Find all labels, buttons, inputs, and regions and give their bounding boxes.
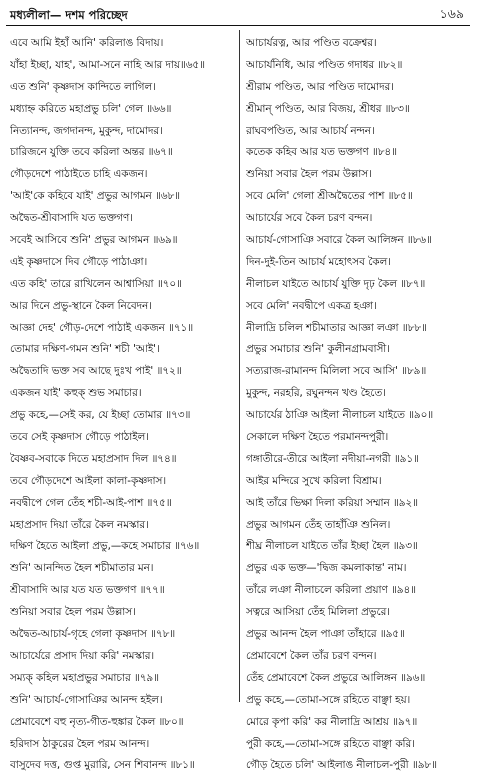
verse-line: মোরে কৃপা করি' কর নীলাদ্রি আশ্রয় ॥৯৭॥ <box>246 715 418 728</box>
verse-line: শুনিয়া সবার হৈল পরম উল্লাস। <box>246 168 372 181</box>
verse-line: আচার্যের ঠাঞি আইলা নীলাচল যাইতে ॥৯০॥ <box>246 409 434 422</box>
verse-line: মধ্যাহ্ন করিতে মহাপ্রভু চলি' গেল ॥৬৬॥ <box>10 102 172 115</box>
verse-line: অদ্বৈতাদি ভক্ত সব আছে দুঃখ পাই' ॥৭২॥ <box>10 365 182 378</box>
verse-line: দক্ষিণ হৈতে আইলা প্রভু,—কহে সমাচার ॥৭৬॥ <box>10 540 200 553</box>
verse-line: আচার্য-গোসাঞি সবারে কৈল আলিঙ্গন ॥৮৬॥ <box>246 234 432 247</box>
verse-line: বৈষ্ণব-সবাকে দিতে মহাপ্রসাদ দিল ॥৭৪॥ <box>10 452 177 465</box>
verse-line: সত্বরে আসিয়া তেঁহ মিলিলা প্রভুরে। <box>246 606 390 619</box>
verse-line: নবদ্বীপে গেল তেঁহ শচী-আই-পাশ ॥৭৫॥ <box>10 496 172 509</box>
verse-line: সবে মেলি' নবদ্বীপে একত্র হঞা। <box>246 299 377 312</box>
verse-line: কতেক কহিব আর যত ভক্তগণ ॥৮৪॥ <box>246 146 397 159</box>
verse-line: নীলাদ্রি চলিল শচীমাতার আজ্ঞা লঞা ॥৮৮॥ <box>246 321 427 334</box>
verse-line: রাঘবপণ্ডিত, আর আচার্য নন্দন। <box>246 124 375 137</box>
verse-line: হরিদাস ঠাকুরের হৈল পরম আনন্দ। <box>10 737 150 750</box>
verse-line: তবে গৌড়দেশে আইলা কালা-কৃষ্ণদাস। <box>10 474 167 487</box>
running-head-chapter: মধ্যলীলা— দশম পরিচ্ছেদ <box>10 8 128 22</box>
verse-line: অদ্বৈত-আচার্য-গৃহে গেলা কৃষ্ণদাস ॥৭৮॥ <box>10 628 176 641</box>
verse-line: আজ্ঞা দেহ' গৌড়-দেশে পাঠাই একজন ॥৭১॥ <box>10 321 194 334</box>
column-divider <box>239 30 240 702</box>
verse-line: তবে সেই কৃষ্ণদাস গৌড়ে পাঠাইল। <box>10 431 149 444</box>
verse-line: প্রভু কহে,—সেই কর, যে ইচ্ছা তোমার ॥৭৩॥ <box>10 409 191 422</box>
verse-line: সত্যরাজ-রামানন্দ মিলিলা সবে আসি' ॥৮৯॥ <box>246 365 427 378</box>
verse-line: এত কহি' তারে রাখিলেন আশ্বাসিয়া ॥৭০॥ <box>10 277 182 290</box>
verse-line: আর দিনে প্রভু-স্থানে কৈল নিবেদন। <box>10 299 152 312</box>
verse-line: গৌড় হৈতে চলি' আইলাঙ নীলাচল-পুরী ॥৯৮॥ <box>246 759 437 772</box>
verse-line: তেঁহ প্রেমাবেশে কৈল প্রভুরে আলিঙ্গন ॥৯৬॥ <box>246 671 426 684</box>
verse-line: অদ্বৈত-শ্রীবাসাদি যত ভক্তগণ। <box>10 212 133 225</box>
page-number: ১৬৯ <box>439 6 464 21</box>
verse-line: সেকালে দক্ষিণ হৈতে পরমানন্দপুরী। <box>246 431 389 444</box>
verse-line: প্রভুর আগমন তেঁহ তাহাঁঞি শুনিল। <box>246 518 391 531</box>
right-column <box>246 33 468 777</box>
verse-line: নিত্যানন্দ, জগদানন্দ, মুকুন্দ, দামোদর। <box>10 124 163 137</box>
verse-line: নীলাচল যাইতে আচার্য যুক্তি দৃঢ় কৈল ॥৮৭॥ <box>246 277 426 290</box>
verse-line: শুনি' আচার্য-গোসাঞির আনন্দ হইল। <box>10 693 163 706</box>
left-column <box>10 33 232 777</box>
verse-line: শ্রীবাসাদি আর যত যত ভক্তগণ ॥৭৭॥ <box>10 584 165 597</box>
verse-line: এবে আমি ইহাঁ আনি' করিলাঙ বিদায়। <box>10 37 164 49</box>
verse-line: প্রেমাবেশে কৈল তাঁর চরণ বন্দন। <box>246 649 377 662</box>
verse-line: এই কৃষ্ণদাসে দিব গৌড়ে পাঠাঞা। <box>10 255 148 268</box>
verse-line: যাঁহা ইচ্ছা, যাহ', আমা-সনে নাহি আর দায়॥৬৫॥ <box>10 58 205 71</box>
verse-line: গৌড়দেশে পাঠাইতে চাহি একজন। <box>10 168 148 181</box>
verse-line: শীঘ্র নীলাচল যাইতে তাঁর ইচ্ছা হৈল ॥৯৩॥ <box>246 540 418 553</box>
verse-line: আচার্যেরে প্রসাদ দিয়া করি' নমস্কার। <box>10 649 155 662</box>
verse-line: সবেই আসিবে শুনি' প্রভুর আগমন ॥৬৯॥ <box>10 234 178 247</box>
verse-line: বাসুদেব দত্ত, গুপ্ত মুরারি, সেন শিবানন্দ ॥৮১॥ <box>10 759 195 772</box>
verse-line: সবে মেলি' গেলা শ্রীঅদ্বৈতের পাশ ॥৮৫॥ <box>246 190 413 203</box>
verse-line: চারিজনে যুক্তি তবে করিলা অন্তর ॥৬৭॥ <box>10 146 173 159</box>
verse-line: মুকুন্দ, নরহরি, রঘুনন্দন খণ্ড হৈতে। <box>246 387 386 400</box>
verse-line: 'আই'কে কহিবে যাই' প্রভুর আগমন ॥৬৮॥ <box>10 190 180 203</box>
verse-line: শ্রীমান্ পণ্ডিত, আর বিজয়, শ্রীধর ॥৮৩॥ <box>246 102 410 115</box>
verse-line: একজন যাই' কহুক্ শুভ সমাচার। <box>10 387 142 400</box>
verse-line: প্রেমাবেশে বহু নৃত্য-গীত-হুঙ্কার কৈল ॥৮০॥ <box>10 715 184 728</box>
verse-line: প্রভুর সমাচার শুনি' কুলীনগ্রামবাসী। <box>246 343 390 356</box>
verse-line: প্রভুর আনন্দ হৈল পাঞা তাঁহারে ॥৯৫॥ <box>246 628 405 641</box>
page-header <box>6 4 468 24</box>
verse-line: আই তাঁরে ভিক্ষা দিলা করিয়া সম্মান ॥৯২॥ <box>246 496 418 509</box>
verse-line: আচার্যনিধি, আর পণ্ডিত গদাধর ॥৮২॥ <box>246 58 403 71</box>
verse-line: আচার্যের সবে কৈল চরণ বন্দন। <box>246 212 373 225</box>
verse-line: শুনি' আনন্দিত হৈল শচীমাতার মন। <box>10 562 154 575</box>
verse-line: আইর মন্দিরে সুখে করিলা বিশ্রাম। <box>246 474 382 487</box>
verse-line: দিন-দুই-তিন আচার্য মহোৎসব কৈল। <box>246 255 391 268</box>
verse-line: মহাপ্রসাদ দিয়া তাঁরে কৈল নমস্কার। <box>10 518 149 531</box>
verse-line: গঙ্গাতীরে-তীরে আইলা নদীয়া-নগরী ॥৯১॥ <box>246 452 419 465</box>
verse-line: তোমার দক্ষিণ-গমন শুনি' শচী 'আই'। <box>10 343 160 356</box>
verse-line: শ্রীরাম পণ্ডিত, আর পণ্ডিত দামোদর। <box>246 80 394 93</box>
verse-line: তাঁরে লঞা নীলাচলে করিলা প্রয়াণ ॥৯৪॥ <box>246 584 416 597</box>
verse-line: প্রভু কহে,—তোমা-সঙ্গে রহিতে বাঞ্ছা হয়। <box>246 693 411 706</box>
header-rule <box>6 25 470 26</box>
verse-line: এত শুনি' কৃষ্ণদাস কান্দিতে লাগিল। <box>10 80 156 93</box>
verse-line: পুরী কহে,—তোমা-সঙ্গে রহিতে বাঞ্ছা করি। <box>246 737 415 750</box>
verse-line: সম্যক্ কহিল মহাপ্রভুর সমাচার ॥৭৯॥ <box>10 671 159 684</box>
verse-line: শুনিয়া সবার হৈল পরম উল্লাস। <box>10 606 136 619</box>
verse-line: আচার্যরত্ন, আর পণ্ডিত বক্রেশ্বর। <box>246 37 377 49</box>
verse-line: প্রভুর এক ভক্ত—'দ্বিজ কমলাকান্ত' নাম। <box>246 562 407 575</box>
